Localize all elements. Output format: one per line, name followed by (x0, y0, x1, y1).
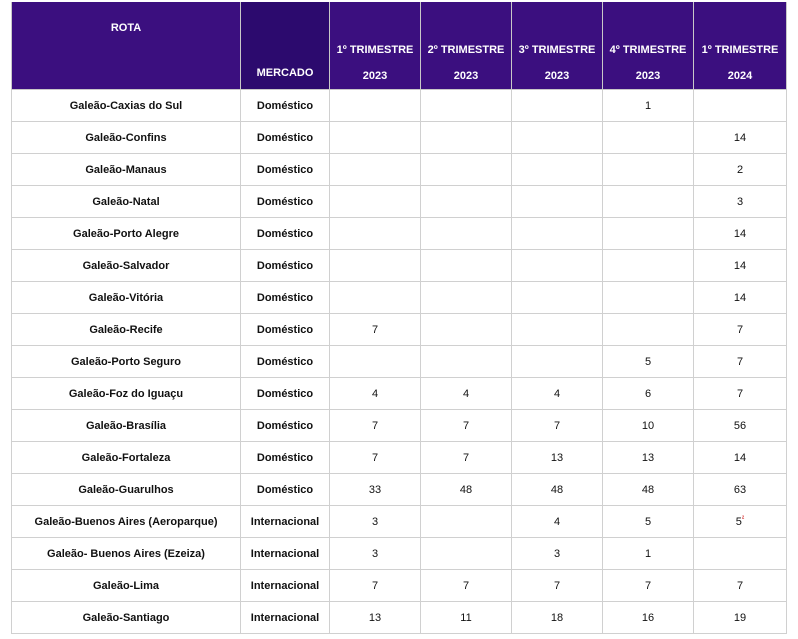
quarter-value-cell (421, 538, 512, 570)
route-name-cell: Galeão-Brasília (12, 410, 241, 442)
quarter-value: 18 (550, 611, 564, 624)
table-row (12, 602, 787, 634)
market-cell: Doméstico (241, 218, 330, 250)
table-row (12, 442, 787, 474)
quarter-value-cell (694, 154, 787, 186)
quarter-value: 3 (553, 547, 561, 560)
table-header (12, 2, 787, 90)
quarter-value: 7 (462, 451, 470, 464)
footnote-marker: ² (741, 514, 745, 522)
quarter-value: 14 (733, 451, 747, 464)
quarter-value: 14 (733, 259, 747, 272)
quarter-value: 14 (733, 131, 747, 144)
table-row (12, 538, 787, 570)
quarter-value: 2 (736, 163, 744, 176)
quarter-value-cell (421, 442, 512, 474)
route-name-cell: Galeão-Confins (12, 122, 241, 154)
quarter-value: 6 (644, 387, 652, 400)
quarter-value-cell (512, 602, 603, 634)
quarter-value: 7 (736, 387, 744, 400)
routes-table (11, 2, 787, 634)
quarter-value-cell (512, 506, 603, 538)
quarter-value-cell (330, 506, 421, 538)
quarter-value-cell (603, 314, 694, 346)
quarter-value: 1 (644, 547, 652, 560)
route-name-cell: Galeão-Caxias do Sul (12, 90, 241, 122)
route-name-cell: Galeão-Santiago (12, 602, 241, 634)
quarter-value-cell (603, 122, 694, 154)
market-cell: Internacional (241, 602, 330, 634)
market-cell: Doméstico (241, 154, 330, 186)
table-row (12, 474, 787, 506)
quarter-value-cell (603, 506, 694, 538)
quarter-value-cell (512, 90, 603, 122)
quarter-value-cell (512, 346, 603, 378)
quarter-value-cell (603, 154, 694, 186)
header-mercado-label: MERCADO (256, 67, 314, 79)
market-cell: Doméstico (241, 90, 330, 122)
header-quarter-1 (330, 2, 421, 90)
quarter-value-cell (694, 282, 787, 314)
route-name-cell: Galeão-Vitória (12, 282, 241, 314)
quarter-value-cell (421, 506, 512, 538)
quarter-value-cell (512, 186, 603, 218)
header-quarter-year: 2024 (727, 70, 753, 82)
quarter-value: 10 (641, 419, 655, 432)
quarter-value: 5 (644, 355, 652, 368)
route-name-cell: Galeão-Foz do Iguaçu (12, 378, 241, 410)
market-cell: Internacional (241, 570, 330, 602)
quarter-value: 48 (459, 483, 473, 496)
quarter-value-cell (330, 570, 421, 602)
quarter-value-cell (330, 442, 421, 474)
quarter-value-cell (512, 154, 603, 186)
quarter-value-cell (603, 474, 694, 506)
market-cell: Internacional (241, 538, 330, 570)
quarter-value: 7 (736, 355, 744, 368)
quarter-value: 13 (641, 451, 655, 464)
quarter-value-cell (421, 250, 512, 282)
header-quarter-label: 1º TRIMESTRE (701, 44, 779, 56)
quarter-value-cell (421, 314, 512, 346)
header-quarter-2 (421, 2, 512, 90)
quarter-value-cell (330, 154, 421, 186)
quarter-value-cell (512, 314, 603, 346)
quarter-value-cell (330, 90, 421, 122)
quarter-value: 5 (644, 515, 652, 528)
table-row (12, 186, 787, 218)
quarter-value-cell (694, 378, 787, 410)
quarter-value-cell (421, 346, 512, 378)
table-row (12, 154, 787, 186)
quarter-value-cell (421, 410, 512, 442)
quarter-value-cell (330, 314, 421, 346)
quarter-value-cell (421, 122, 512, 154)
quarter-value: 3 (371, 547, 379, 560)
route-name-cell: Galeão-Buenos Aires (Aeroparque) (12, 506, 241, 538)
quarter-value-cell (694, 186, 787, 218)
quarter-value: 7 (371, 419, 379, 432)
route-name-cell: Galeão-Manaus (12, 154, 241, 186)
quarter-value: 33 (368, 483, 382, 496)
header-quarter-3 (512, 2, 603, 90)
market-cell: Doméstico (241, 346, 330, 378)
table-row (12, 282, 787, 314)
header-quarter-year: 2023 (453, 70, 479, 82)
route-name-cell: Galeão-Lima (12, 570, 241, 602)
quarter-value: 7 (371, 451, 379, 464)
quarter-value: 16 (641, 611, 655, 624)
table-row (12, 250, 787, 282)
route-name-cell: Galeão- Buenos Aires (Ezeiza) (12, 538, 241, 570)
quarter-value-cell (603, 538, 694, 570)
table-row (12, 346, 787, 378)
quarter-value-cell (330, 218, 421, 250)
market-cell: Doméstico (241, 250, 330, 282)
quarter-value: 13 (368, 611, 382, 624)
quarter-value-cell (694, 538, 787, 570)
quarter-value: 7 (644, 579, 652, 592)
quarter-value-cell (421, 602, 512, 634)
header-quarter-label: 1º TRIMESTRE (336, 44, 414, 56)
quarter-value: 7 (371, 579, 379, 592)
header-row (12, 2, 787, 90)
market-cell: Doméstico (241, 378, 330, 410)
quarter-value-cell (694, 90, 787, 122)
market-cell: Doméstico (241, 282, 330, 314)
routes-table-container (11, 2, 787, 634)
quarter-value: 13 (550, 451, 564, 464)
quarter-value: 3 (371, 515, 379, 528)
quarter-value-cell (421, 154, 512, 186)
quarter-value: 7 (736, 323, 744, 336)
table-body (12, 90, 787, 634)
quarter-value-cell (603, 90, 694, 122)
market-cell: Doméstico (241, 186, 330, 218)
quarter-value: 4 (371, 387, 379, 400)
route-name-cell: Galeão-Natal (12, 186, 241, 218)
quarter-value: 56 (733, 419, 747, 432)
quarter-value-cell (330, 474, 421, 506)
quarter-value-cell (694, 122, 787, 154)
table-row (12, 122, 787, 154)
quarter-value: 4 (462, 387, 470, 400)
quarter-value: 14 (733, 291, 747, 304)
route-name-cell: Galeão-Guarulhos (12, 474, 241, 506)
table-row (12, 314, 787, 346)
quarter-value-cell (694, 506, 787, 538)
header-quarter-5 (694, 2, 787, 90)
quarter-value-cell (421, 282, 512, 314)
quarter-value-cell (603, 602, 694, 634)
market-cell: Doméstico (241, 442, 330, 474)
market-cell: Doméstico (241, 122, 330, 154)
table-row (12, 506, 787, 538)
route-name-cell: Galeão-Porto Alegre (12, 218, 241, 250)
quarter-value-cell (603, 378, 694, 410)
quarter-value: 7 (371, 323, 379, 336)
quarter-value-cell (421, 378, 512, 410)
quarter-value-cell (421, 186, 512, 218)
quarter-value: 7 (553, 579, 561, 592)
quarter-value: 63 (733, 483, 747, 496)
quarter-value-cell (330, 410, 421, 442)
route-name-cell: Galeão-Porto Seguro (12, 346, 241, 378)
header-mercado (241, 2, 330, 90)
quarter-value: 4 (553, 387, 561, 400)
quarter-value-cell (694, 314, 787, 346)
quarter-value-cell (603, 250, 694, 282)
quarter-value-cell (694, 474, 787, 506)
quarter-value-cell (603, 570, 694, 602)
route-name-cell: Galeão-Recife (12, 314, 241, 346)
quarter-value: 3 (736, 195, 744, 208)
table-row (12, 378, 787, 410)
header-quarter-label: 2º TRIMESTRE (427, 44, 505, 56)
quarter-value-cell (330, 346, 421, 378)
quarter-value-cell (421, 218, 512, 250)
quarter-value-cell (512, 442, 603, 474)
route-name-cell: Galeão-Salvador (12, 250, 241, 282)
quarter-value-cell (694, 250, 787, 282)
quarter-value-cell (512, 218, 603, 250)
market-cell: Doméstico (241, 314, 330, 346)
quarter-value-cell (512, 378, 603, 410)
quarter-value: 1 (644, 99, 652, 112)
quarter-value-cell (421, 474, 512, 506)
quarter-value: 11 (460, 611, 472, 624)
header-rota-label: ROTA (110, 22, 142, 34)
quarter-value: 7 (462, 419, 470, 432)
quarter-value-cell (330, 602, 421, 634)
quarter-value: 7 (553, 419, 561, 432)
quarter-value-cell (603, 442, 694, 474)
table-row (12, 218, 787, 250)
quarter-value-cell (694, 410, 787, 442)
quarter-value-cell (603, 218, 694, 250)
quarter-value-cell (694, 442, 787, 474)
quarter-value-cell (603, 282, 694, 314)
quarter-value: 19 (733, 611, 747, 624)
quarter-value-cell (330, 378, 421, 410)
quarter-value-cell (512, 410, 603, 442)
header-quarter-year: 2023 (544, 70, 570, 82)
quarter-value-cell (512, 474, 603, 506)
header-quarter-4 (603, 2, 694, 90)
quarter-value-cell (330, 186, 421, 218)
quarter-value-cell (421, 570, 512, 602)
quarter-value: 7 (462, 579, 470, 592)
quarter-value-cell (694, 602, 787, 634)
market-cell: Doméstico (241, 474, 330, 506)
quarter-value: 5 (735, 515, 742, 528)
quarter-value: 48 (641, 483, 655, 496)
quarter-value-cell (603, 186, 694, 218)
quarter-value-cell (330, 250, 421, 282)
table-row (12, 410, 787, 442)
quarter-value: 14 (733, 227, 747, 240)
quarter-value-cell (694, 218, 787, 250)
quarter-value: 7 (736, 579, 744, 592)
quarter-value-cell (330, 122, 421, 154)
quarter-value-cell (512, 250, 603, 282)
quarter-value-cell (512, 570, 603, 602)
quarter-value-cell (421, 90, 512, 122)
quarter-value-cell (603, 410, 694, 442)
quarter-value-cell (330, 538, 421, 570)
quarter-value: 4 (553, 515, 561, 528)
quarter-value-cell (512, 538, 603, 570)
quarter-value-cell (512, 122, 603, 154)
header-quarter-year: 2023 (362, 70, 388, 82)
header-quarter-year: 2023 (635, 70, 661, 82)
quarter-value-cell (512, 282, 603, 314)
quarter-value-cell (694, 570, 787, 602)
table-row (12, 90, 787, 122)
route-name-cell: Galeão-Fortaleza (12, 442, 241, 474)
quarter-value-cell (330, 282, 421, 314)
quarter-value-cell (603, 346, 694, 378)
market-cell: Doméstico (241, 410, 330, 442)
table-row (12, 570, 787, 602)
header-quarter-label: 4º TRIMESTRE (609, 44, 687, 56)
header-quarter-label: 3º TRIMESTRE (518, 44, 596, 56)
market-cell: Internacional (241, 506, 330, 538)
quarter-value: 48 (550, 483, 564, 496)
header-rota (12, 2, 241, 90)
quarter-value-cell (694, 346, 787, 378)
